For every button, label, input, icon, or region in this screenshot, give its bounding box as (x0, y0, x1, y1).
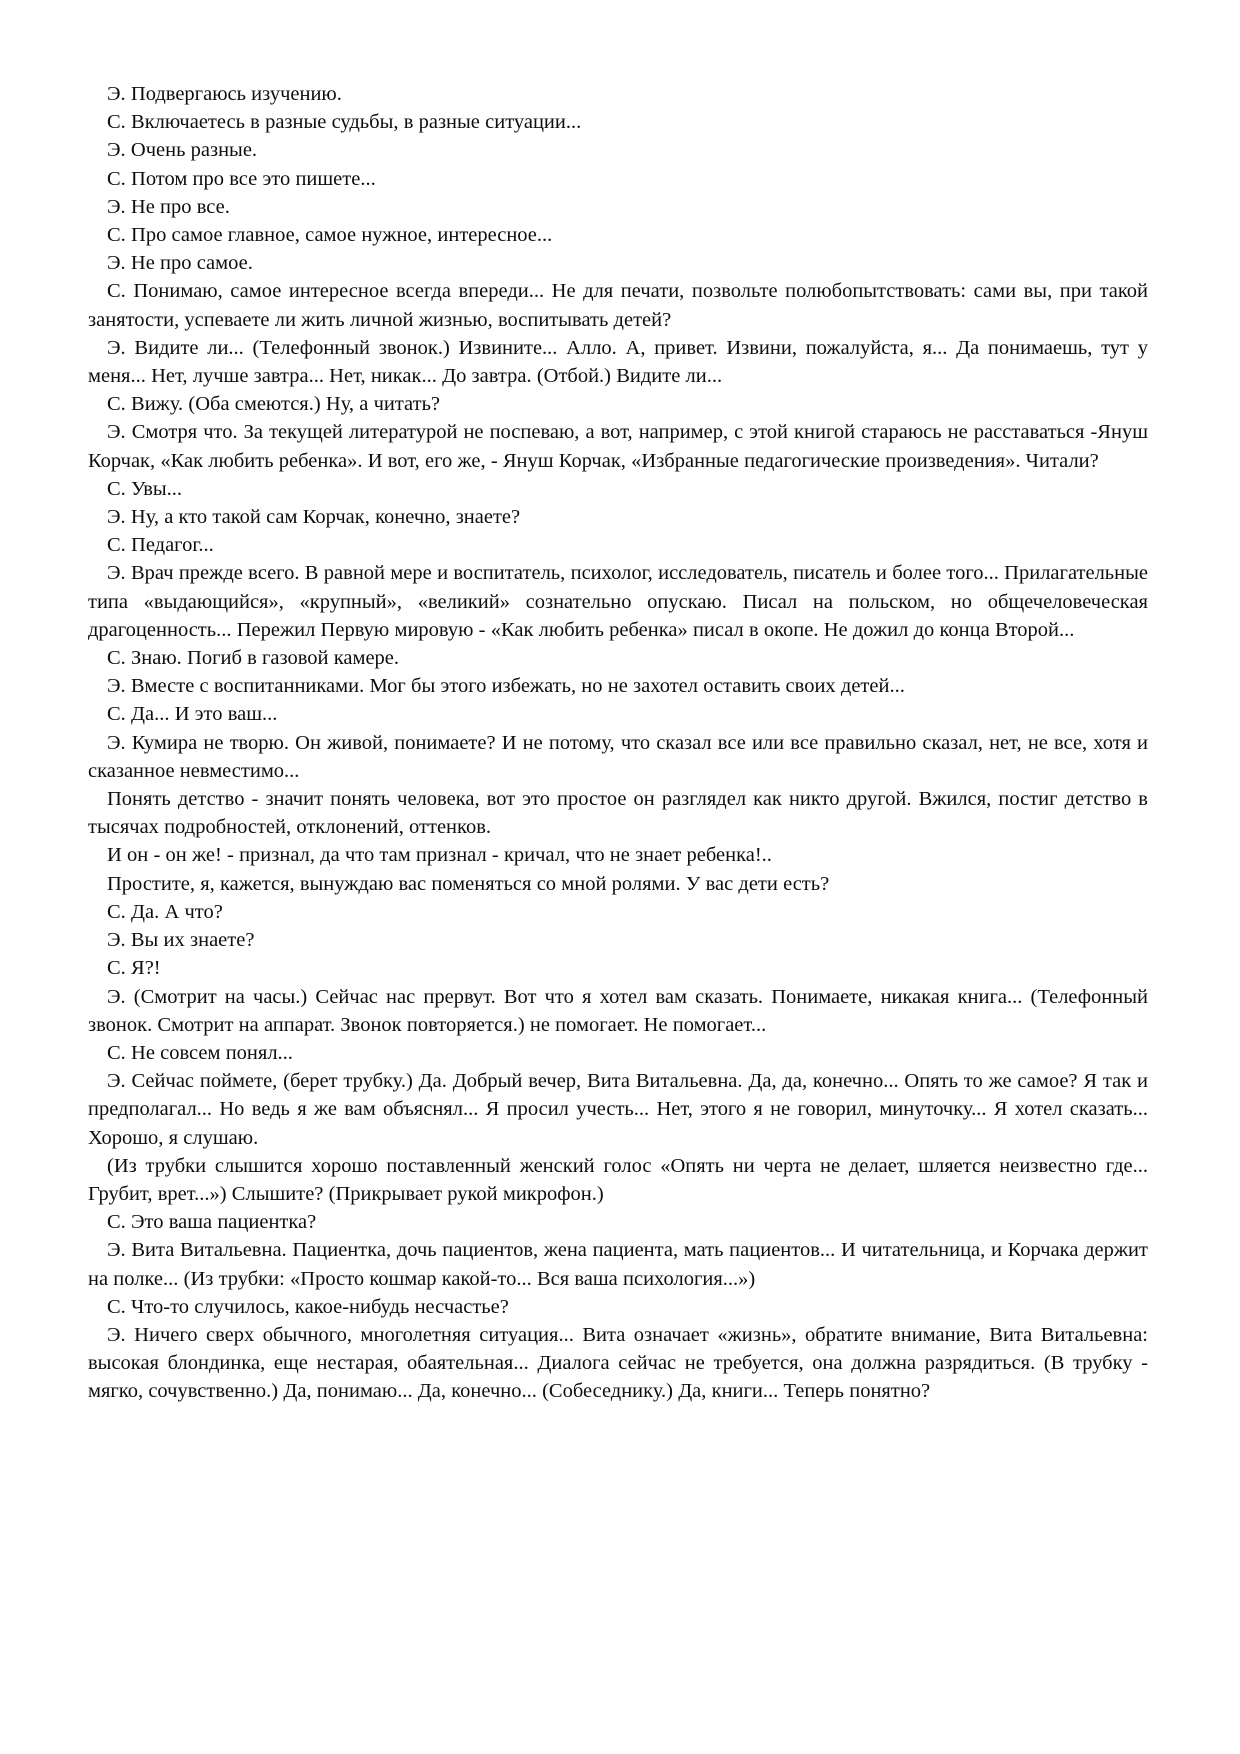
dialogue-line: Э. Вместе с воспитанниками. Мог бы этого избежать, но не захотел оставить своих детей... (107, 675, 905, 698)
dialogue-line: С. Вижу. (Оба смеются.) Ну, а читать? (107, 393, 441, 416)
dialogue-line: Э. Очень разные. (107, 139, 258, 162)
dialogue-paragraph: Э. Кумира не творю. Он живой, понимаете? И не потому, что сказал все или все правильно сказал, нет, не все, хотя и сказанное невместимо... (88, 731, 1148, 782)
dialogue-paragraph: С. Понимаю, самое интересное всегда впереди... Не для печати, позвольте полюбопытствовать: сами вы, при такой занятости, успеваете ли жить личной жизнью, воспитывать детей? (88, 280, 1148, 331)
dialogue-line: С. Да. А что? (107, 900, 223, 923)
narration-line: И он - он же! - признал, да что там признал - кричал, что не знает ребенка!.. (107, 844, 772, 867)
dialogue-paragraph: Э. (Смотрит на часы.) Сейчас нас прервут. Вот что я хотел вам сказать. Понимаете, никакая книга... (Телефонный звонок. Смотрит на аппарат. Звонок повторяется.) не помогает. Не помогает... (88, 985, 1148, 1036)
narration-line: Простите, я, кажется, вынуждаю вас поменяться со мной ролями. У вас дети есть? (107, 872, 830, 895)
dialogue-line: Э. Не про самое. (107, 252, 253, 275)
dialogue-line: С. Да... И это ваш... (107, 703, 278, 726)
narration-paragraph: Понять детство - значит понять человека, вот это простое он разглядел как никто другой. Вжился, постиг детство в тысячах подробностей, отклонений, оттенков. (88, 788, 1148, 839)
dialogue-paragraph: Э. Смотря что. За текущей литературой не поспеваю, а вот, например, с этой книгой стараюсь не расставаться -Януш Корчак, «Как любить ребенка». И вот, его же, - Януш Корчак, «Избранные педагогические произведения». Читали? (88, 421, 1148, 472)
text-column (88, 80, 1148, 1406)
dialogue-paragraph: Э. Ничего сверх обычного, многолетняя ситуация... Вита означает «жизнь», обратите внимание, Вита Витальевна: высокая блондинка, еще нестарая, обаятельная... Диалога сейчас не требуется, она должна разрядиться. (В трубку - мягко, сочувственно.) Да, понимаю... Да, конечно... (Собеседнику.) Да, книги... Теперь понятно? (88, 1323, 1148, 1403)
dialogue-line: Э. Подвергаюсь изучению. (107, 83, 342, 105)
dialogue-line: С. Про самое главное, самое нужное, интересное... (107, 224, 553, 247)
dialogue-line: Э. Вы их знаете? (107, 929, 255, 952)
dialogue-line: С. Потом про все это пишете... (107, 167, 376, 190)
dialogue-paragraph: Э. Врач прежде всего. В равной мере и воспитатель, психолог, исследователь, писатель и более того... Прилагательные типа «выдающийся», «крупный», «великий» сознательно опускаю. Писал на польском, но общечеловеческая драгоценность... Пережил Первую мировую - «Как любить ребенка» писал в окопе. Не дожил до конца Второй... (88, 562, 1148, 641)
dialogue-line: С. Включаетесь в разные судьбы, в разные ситуации... (107, 111, 582, 134)
dialogue-paragraph: Э. Вита Витальевна. Пациентка, дочь пациентов, жена пациента, мать пациентов... И читательница, и Корчака держит на полке... (Из трубки: «Просто кошмар какой-то... Вся ваша психология...») (88, 1239, 1148, 1290)
dialogue-line: С. Не совсем понял... (107, 1041, 293, 1064)
dialogue-line: С. Что-то случилось, какое-нибудь несчастье? (107, 1295, 509, 1318)
dialogue-line: С. Это ваша пациентка? (107, 1211, 317, 1234)
dialogue-line: Э. Не про все. (107, 195, 230, 218)
narration-paragraph: (Из трубки слышится хорошо поставленный женский голос «Опять ни черта не делает, шляется неизвестно где... Грубит, врет...») Слышите? (Прикрывает рукой микрофон.) (88, 1154, 1148, 1205)
dialogue-line: С. Знаю. Погиб в газовой камере. (107, 647, 400, 670)
dialogue-paragraph: Э. Видите ли... (Телефонный звонок.) Извините... Алло. А, привет. Извини, пожалуйста, я... Да понимаешь, тут у меня... Нет, лучше завтра... Нет, никак... До завтра. (Отбой.) Видите ли... (88, 336, 1148, 388)
dialogue-line: С. Я?! (107, 957, 161, 980)
dialogue-line: Э. Ну, а кто такой сам Корчак, конечно, знаете? (107, 506, 521, 529)
dialogue-paragraph: Э. Сейчас поймете, (берет трубку.) Да. Добрый вечер, Вита Витальевна. Да, да, конечно... Опять то же самое? Я так и предполагал... Но ведь я же вам объяснял... Я просил учесть... Нет, этого я не говорил, минуточку... Я хотел сказать... Хорошо, я слушаю. (88, 1070, 1148, 1149)
dialogue-line: С. Увы... (107, 477, 183, 500)
dialogue-line: С. Педагог... (107, 534, 214, 557)
